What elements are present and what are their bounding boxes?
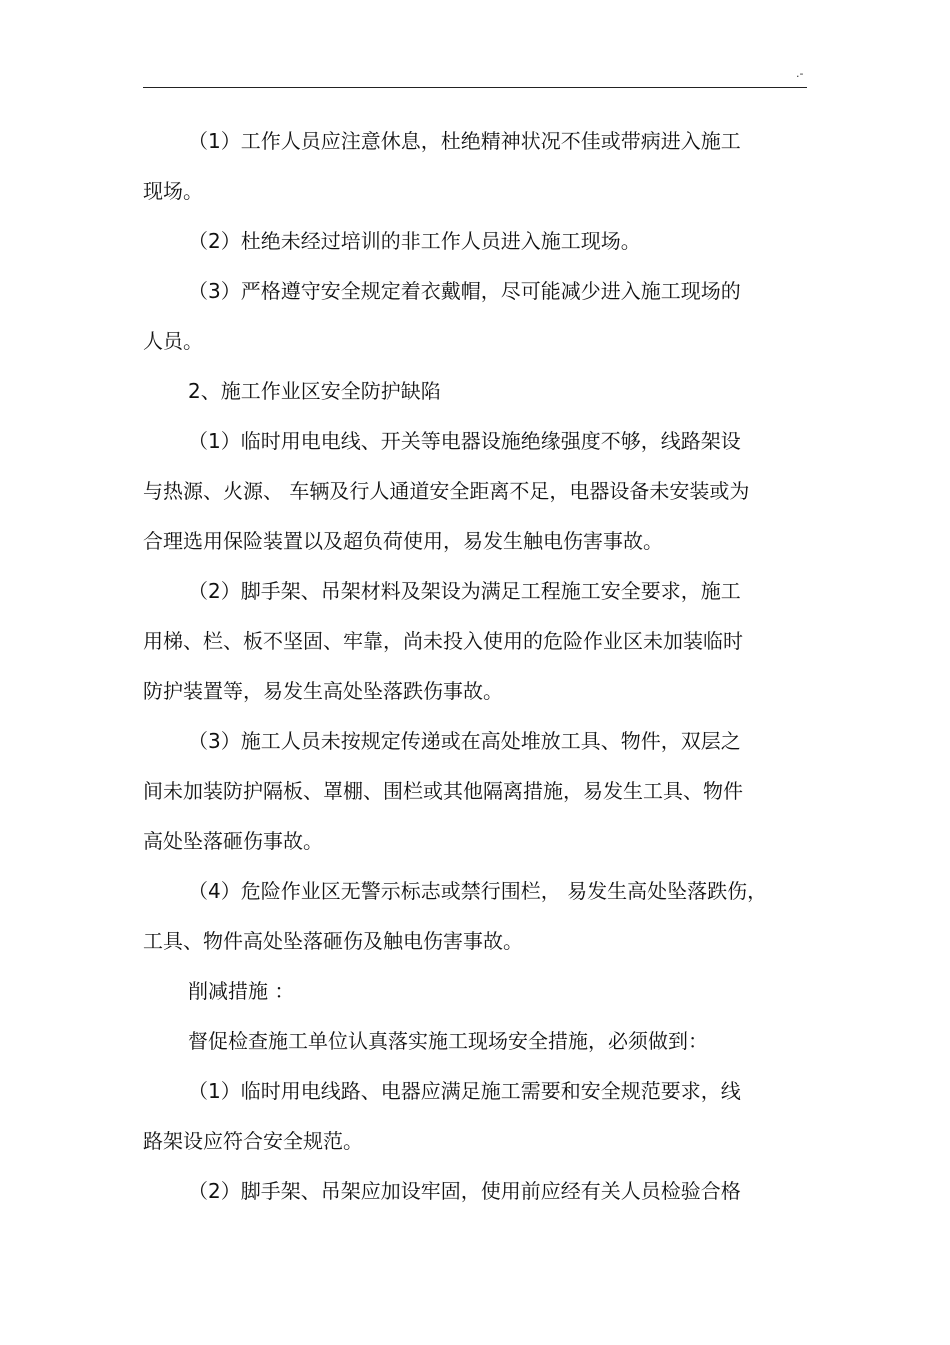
text-line: （1）临时用电电线、开关等电器设施绝缘强度不够，线路架设	[188, 429, 741, 453]
text-line: 工具、物件高处坠落砸伤及触电伤害事故。	[143, 929, 523, 953]
text-line: （3）严格遵守安全规定着衣戴帽，尽可能减少进入施工现场的	[188, 279, 741, 303]
section-heading: 削减措施 ：	[188, 979, 295, 1003]
text-line: （3）施工人员未按规定传递或在高处堆放工具、物件，双层之	[188, 729, 741, 753]
text-line: （1）临时用电线路、电器应满足施工需要和安全规范要求，线	[188, 1079, 741, 1103]
text-line: （2）脚手架、吊架材料及架设为满足工程施工安全要求，施工	[188, 579, 741, 603]
text-line: 督促检查施工单位认真落实施工现场安全措施，必须做到：	[188, 1029, 708, 1053]
text-line: 高处坠落砸伤事故。	[143, 829, 323, 853]
text-line: （2）杜绝未经过培训的非工作人员进入施工现场。	[188, 229, 641, 253]
section-heading: 2、施工作业区安全防护缺陷	[188, 379, 441, 403]
text-line: （2）脚手架、吊架应加设牢固，使用前应经有关人员检验合格	[188, 1179, 741, 1203]
text-line: （1）工作人员应注意休息，杜绝精神状况不佳或带病进入施工	[188, 129, 741, 153]
text-line: 与热源、火源、 车辆及行人通道安全距离不足，电器设备未安装或为	[143, 479, 750, 503]
text-line: 防护装置等，易发生高处坠落跌伤事故。	[143, 679, 503, 703]
text-line: 路架设应符合安全规范。	[143, 1129, 363, 1153]
text-line: 用梯、栏、板不坚固、牢靠，尚未投入使用的危险作业区未加装临时	[143, 629, 743, 653]
header-rule	[143, 87, 807, 88]
text-line: 间未加装防护隔板、罩棚、围栏或其他隔离措施，易发生工具、物件	[143, 779, 743, 803]
text-line: 现场。	[143, 179, 203, 203]
text-line: （4）危险作业区无警示标志或禁行围栏， 易发生高处坠落跌伤，	[188, 879, 768, 903]
header-mark: .-	[796, 67, 804, 80]
text-line: 人员。	[143, 329, 203, 353]
text-line: 合理选用保险装置以及超负荷使用，易发生触电伤害事故。	[143, 529, 663, 553]
